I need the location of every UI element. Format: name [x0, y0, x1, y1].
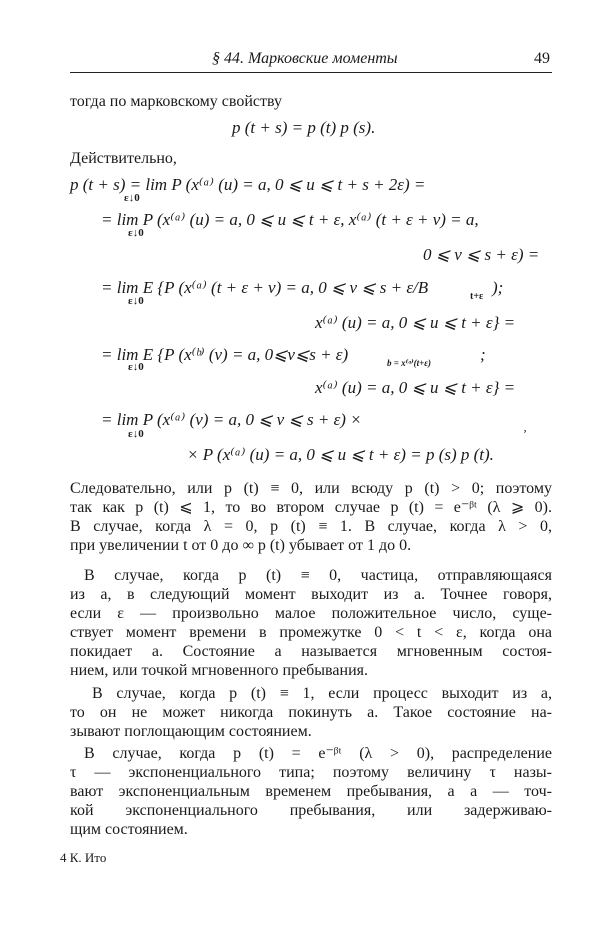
proof-line-2: = lim P (x⁽ᵃ⁾ (u) = a, 0 ⩽ u ⩽ t + ε, x⁽ᵃ⁾ (t + ε + v) = a, — [101, 210, 479, 229]
paragraph-line: вают экспоненциальным временем пребывания, а a — точ- — [70, 783, 552, 800]
paragraph-line: зывают поглощающим состоянием. — [70, 723, 312, 740]
stray-mark: ʼ — [523, 427, 527, 441]
page-number: 49 — [534, 50, 550, 67]
intro-line: тогда по марковскому свойству — [70, 93, 282, 110]
paragraph-line: В случае, когда p (t) = e⁻ᵝᵗ (λ > 0), распределение — [84, 745, 552, 762]
paragraph-line: ствует момент времени в промежутке 0 < t < ε, когда она — [70, 624, 552, 641]
paragraph-line: покидает a. Состояние a называется мгновенным состоя- — [70, 643, 552, 660]
lim-subscript-5: ε↓0 — [128, 428, 144, 440]
paragraph-line: то он не может никогда покинуть a. Такое состояние на- — [70, 704, 552, 721]
proof-line-5: x⁽ᵃ⁾ (u) = a, 0 ⩽ u ⩽ t + ε} = — [315, 313, 516, 332]
signature-mark: 4 К. Ито — [60, 850, 107, 865]
subscript-b: b = x⁽ᵃ⁾(t+ε) — [387, 358, 431, 368]
proof-line-8: = lim P (x⁽ᵃ⁾ (v) = a, 0 ⩽ v ⩽ s + ε) × — [101, 410, 362, 429]
proof-line-4-close: ); — [492, 278, 504, 297]
paragraph-line: если ε — произвольно малое положительное число, суще- — [70, 605, 552, 622]
lim-subscript-2: ε↓0 — [128, 227, 144, 239]
proof-line-7: x⁽ᵃ⁾ (u) = a, 0 ⩽ u ⩽ t + ε} = — [315, 378, 516, 397]
proof-line-6: = lim E {P (x⁽ᵇ⁾ (v) = a, 0⩽v⩽s + ε) — [101, 345, 349, 364]
paragraph-line: В случае, когда p (t) ≡ 0, частица, отправляющаяся — [84, 567, 552, 584]
subscript-B: t+ε — [470, 291, 484, 302]
paragraph-line: Следовательно, или p (t) ≡ 0, или всюду p (t) > 0; поэтому — [70, 480, 552, 497]
paragraph-line: так как p (t) ⩽ 1, то во втором случае p (t) = e⁻ᵝᵗ (λ ⩾ 0). — [70, 499, 552, 516]
proof-line-6-close: ; — [480, 345, 486, 364]
proof-line-3: 0 ⩽ v ⩽ s + ε) = — [423, 245, 540, 264]
proof-line-4: = lim E {P (x⁽ᵃ⁾ (t + ε + v) = a, 0 ⩽ v ⩽ s + ε/B — [101, 278, 429, 297]
intro-formula: p (t + s) = p (t) p (s). — [232, 118, 376, 137]
running-head-title: § 44. Марковские моменты — [212, 50, 398, 67]
paragraph-line: при увеличении t от 0 до ∞ p (t) убывает от 1 до 0. — [70, 537, 412, 554]
proof-line-9: × P (x⁽ᵃ⁾ (u) = a, 0 ⩽ u ⩽ t + ε) = p (s) p (t). — [187, 445, 494, 464]
proof-line-1: p (t + s) = lim P (x⁽ᵃ⁾ (u) = a, 0 ⩽ u ⩽ t + s + 2ε) = — [70, 175, 426, 194]
paragraph-line: τ — экспоненциального типа; поэтому величину τ назы- — [70, 764, 552, 781]
paragraph-line: щим состоянием. — [70, 821, 188, 838]
paragraph-line: В случае, когда λ = 0, p (t) ≡ 1. В случае, когда λ > 0, — [70, 518, 552, 535]
paragraph-conclusion — [70, 479, 552, 555]
paragraph-absorbing-state — [70, 684, 552, 741]
paragraph-instantaneous-state — [70, 566, 552, 680]
header-rule — [70, 72, 552, 73]
paragraph-line: В случае, когда p (t) ≡ 1, если процесс выходит из a, — [92, 685, 552, 702]
lim-subscript-4: ε↓0 — [128, 361, 144, 373]
paragraph-line: из a, в следующий момент выходит из a. Точнее говоря, — [70, 586, 552, 603]
lim-subscript-3: ε↓0 — [128, 295, 144, 307]
paragraph-line: кой экспоненциального пребывания, или задерживаю- — [70, 802, 552, 819]
lim-subscript-1: ε↓0 — [124, 192, 140, 204]
proof-lead: Действительно, — [70, 150, 177, 167]
paragraph-exponential-holding — [70, 744, 552, 839]
paragraph-line: нием, или точкой мгновенного пребывания. — [70, 662, 368, 679]
